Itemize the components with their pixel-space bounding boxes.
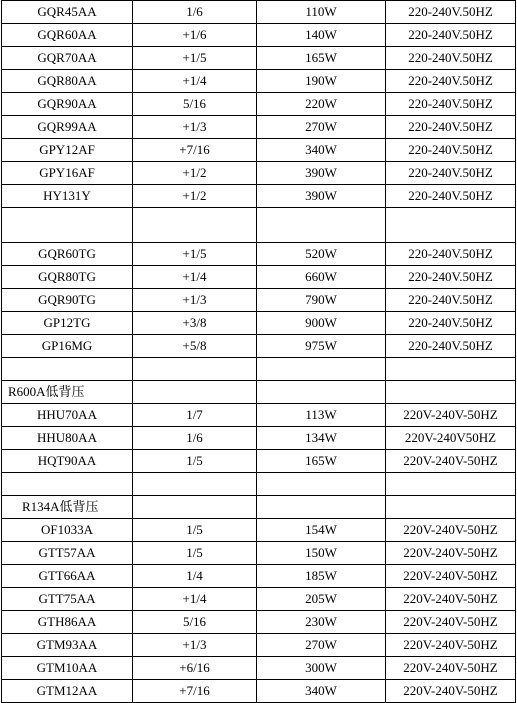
table-row (2, 243, 516, 266)
model-cell: GQR90TG (2, 289, 133, 312)
table-row (2, 93, 516, 116)
power-cell: 220W (257, 93, 386, 116)
model-cell: GTT66AA (2, 565, 133, 588)
table-row (2, 312, 516, 335)
empty-cell (257, 208, 386, 243)
blank-row (2, 358, 516, 381)
empty-cell (386, 208, 516, 243)
table-row (2, 185, 516, 208)
model-cell: GTM93AA (2, 634, 133, 657)
table-row (2, 565, 516, 588)
empty-cell (2, 208, 133, 243)
voltage-cell: 220-240V.50HZ (386, 289, 516, 312)
power-cell: 134W (257, 427, 386, 450)
table-row (2, 47, 516, 70)
horsepower-cell: +1/2 (133, 185, 257, 208)
empty-cell (386, 496, 516, 519)
horsepower-cell: 1/4 (133, 565, 257, 588)
model-cell: GTT75AA (2, 588, 133, 611)
model-cell: GQR60TG (2, 243, 133, 266)
blank-row (2, 473, 516, 496)
table-row (2, 162, 516, 185)
table-row (2, 404, 516, 427)
horsepower-cell: +1/5 (133, 243, 257, 266)
table-row (2, 680, 516, 703)
table-row (2, 1, 516, 24)
power-cell: 185W (257, 565, 386, 588)
horsepower-cell: +1/3 (133, 116, 257, 139)
horsepower-cell: 1/5 (133, 450, 257, 473)
empty-cell (386, 358, 516, 381)
table-row (2, 657, 516, 680)
compressor-spec-table (1, 0, 516, 703)
power-cell: 340W (257, 139, 386, 162)
voltage-cell: 220V-240V-50HZ (386, 519, 516, 542)
horsepower-cell: 1/5 (133, 542, 257, 565)
horsepower-cell: +1/3 (133, 289, 257, 312)
horsepower-cell: +1/4 (133, 70, 257, 93)
empty-cell (133, 496, 257, 519)
empty-cell (257, 358, 386, 381)
voltage-cell: 220V-240V50HZ (386, 427, 516, 450)
table-row (2, 70, 516, 93)
model-cell: HHU70AA (2, 404, 133, 427)
model-cell: GQR80TG (2, 266, 133, 289)
horsepower-cell: 5/16 (133, 611, 257, 634)
voltage-cell: 220V-240V-50HZ (386, 634, 516, 657)
model-cell: GPY16AF (2, 162, 133, 185)
spec-table-body (2, 1, 516, 703)
table-row (2, 588, 516, 611)
voltage-cell: 220-240V.50HZ (386, 312, 516, 335)
power-cell: 154W (257, 519, 386, 542)
model-cell: GTM12AA (2, 680, 133, 703)
empty-cell (133, 473, 257, 496)
model-cell: GTT57AA (2, 542, 133, 565)
model-cell: GQR90AA (2, 93, 133, 116)
power-cell: 790W (257, 289, 386, 312)
empty-cell (133, 381, 257, 404)
table-row (2, 450, 516, 473)
power-cell: 270W (257, 116, 386, 139)
model-cell: HHU80AA (2, 427, 133, 450)
model-cell: GQR80AA (2, 70, 133, 93)
table-row (2, 611, 516, 634)
empty-cell (257, 381, 386, 404)
table-row (2, 24, 516, 47)
power-cell: 340W (257, 680, 386, 703)
section-label: R134A低背压 (2, 496, 133, 519)
model-cell: GQR70AA (2, 47, 133, 70)
model-cell: HY131Y (2, 185, 133, 208)
table-row (2, 335, 516, 358)
model-cell: GP12TG (2, 312, 133, 335)
voltage-cell: 220-240V.50HZ (386, 243, 516, 266)
horsepower-cell: +1/3 (133, 634, 257, 657)
voltage-cell: 220V-240V-50HZ (386, 611, 516, 634)
model-cell: GQR60AA (2, 24, 133, 47)
voltage-cell: 220-240V.50HZ (386, 185, 516, 208)
horsepower-cell: 1/5 (133, 519, 257, 542)
power-cell: 165W (257, 450, 386, 473)
empty-cell (2, 473, 133, 496)
empty-cell (386, 473, 516, 496)
model-cell: HQT90AA (2, 450, 133, 473)
voltage-cell: 220V-240V-50HZ (386, 588, 516, 611)
voltage-cell: 220V-240V-50HZ (386, 565, 516, 588)
power-cell: 660W (257, 266, 386, 289)
table-row (2, 427, 516, 450)
table-row (2, 542, 516, 565)
horsepower-cell: 1/6 (133, 1, 257, 24)
horsepower-cell: +1/4 (133, 588, 257, 611)
model-cell: GQR45AA (2, 1, 133, 24)
voltage-cell: 220-240V.50HZ (386, 266, 516, 289)
power-cell: 270W (257, 634, 386, 657)
empty-cell (133, 208, 257, 243)
model-cell: GQR99AA (2, 116, 133, 139)
table-row (2, 139, 516, 162)
power-cell: 190W (257, 70, 386, 93)
power-cell: 110W (257, 1, 386, 24)
power-cell: 390W (257, 162, 386, 185)
power-cell: 140W (257, 24, 386, 47)
voltage-cell: 220-240V.50HZ (386, 116, 516, 139)
empty-cell (257, 496, 386, 519)
power-cell: 390W (257, 185, 386, 208)
horsepower-cell: +1/6 (133, 24, 257, 47)
voltage-cell: 220V-240V-50HZ (386, 404, 516, 427)
power-cell: 113W (257, 404, 386, 427)
voltage-cell: 220-240V.50HZ (386, 335, 516, 358)
voltage-cell: 220-240V.50HZ (386, 47, 516, 70)
model-cell: GPY12AF (2, 139, 133, 162)
voltage-cell: 220V-240V-50HZ (386, 657, 516, 680)
power-cell: 300W (257, 657, 386, 680)
blank-row (2, 208, 516, 243)
horsepower-cell: +5/8 (133, 335, 257, 358)
voltage-cell: 220-240V.50HZ (386, 1, 516, 24)
voltage-cell: 220-240V.50HZ (386, 139, 516, 162)
table-row (2, 289, 516, 312)
horsepower-cell: 5/16 (133, 93, 257, 116)
table-row (2, 266, 516, 289)
table-row (2, 519, 516, 542)
voltage-cell: 220-240V.50HZ (386, 93, 516, 116)
horsepower-cell: +7/16 (133, 680, 257, 703)
horsepower-cell: +1/2 (133, 162, 257, 185)
power-cell: 205W (257, 588, 386, 611)
power-cell: 975W (257, 335, 386, 358)
horsepower-cell: 1/7 (133, 404, 257, 427)
section-header-row (2, 496, 516, 519)
voltage-cell: 220V-240V-50HZ (386, 680, 516, 703)
model-cell: GP16MG (2, 335, 133, 358)
model-cell: GTM10AA (2, 657, 133, 680)
voltage-cell: 220-240V.50HZ (386, 70, 516, 93)
empty-cell (2, 358, 133, 381)
horsepower-cell: +1/4 (133, 266, 257, 289)
voltage-cell: 220-240V.50HZ (386, 24, 516, 47)
table-row (2, 634, 516, 657)
power-cell: 520W (257, 243, 386, 266)
voltage-cell: 220V-240V-50HZ (386, 542, 516, 565)
power-cell: 900W (257, 312, 386, 335)
model-cell: GTH86AA (2, 611, 133, 634)
horsepower-cell: +6/16 (133, 657, 257, 680)
empty-cell (386, 381, 516, 404)
power-cell: 150W (257, 542, 386, 565)
horsepower-cell: +7/16 (133, 139, 257, 162)
power-cell: 165W (257, 47, 386, 70)
horsepower-cell: +1/5 (133, 47, 257, 70)
model-cell: OF1033A (2, 519, 133, 542)
voltage-cell: 220V-240V-50HZ (386, 450, 516, 473)
voltage-cell: 220-240V.50HZ (386, 162, 516, 185)
table-row (2, 116, 516, 139)
empty-cell (133, 358, 257, 381)
section-header-row (2, 381, 516, 404)
horsepower-cell: 1/6 (133, 427, 257, 450)
horsepower-cell: +3/8 (133, 312, 257, 335)
empty-cell (257, 473, 386, 496)
section-label: R600A低背压 (2, 381, 133, 404)
power-cell: 230W (257, 611, 386, 634)
